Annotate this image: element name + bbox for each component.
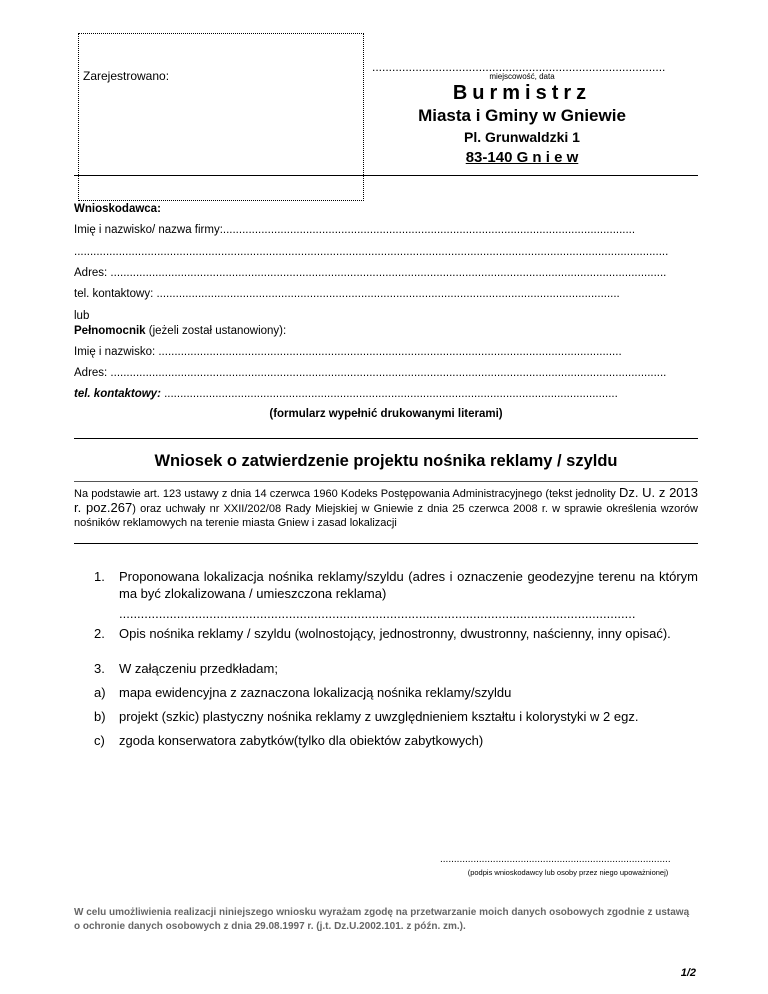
item-text: Opis nośnika reklamy / szyldu (wolnostojący, jednostronny, dwustronny, naścienny, inny opisać). — [119, 626, 671, 641]
fill-instructions: (formularz wypełnić drukowanymi literami) — [269, 408, 503, 420]
item-location-field[interactable] — [94, 605, 698, 622]
legal-basis-ref: Dz. U. z 2013 r. poz.267 — [74, 485, 699, 515]
proxy-phone-dots: .............................................................................................................................................. — [160, 388, 618, 400]
applicant-phone-field[interactable]: tel. kontaktowy: ................................................................................................................................................. — [74, 288, 620, 300]
legal-basis-part1: Na podstawie art. 123 ustawy z dnia 14 czerwca 1960 Kodeks Postępowania Administracyjnego (tekst jednolity — [74, 488, 619, 500]
item-number: 1. — [94, 569, 105, 584]
data-consent-clause: W celu umożliwienia realizacji niniejszego wniosku wyrażam zgodę na przetwarzanie moich danych osobowych zgodnie z ustawą o ochronie danych osobowych z dnia 29.08.1997 r. (j.t. Dz.U.2002.101. z późn. zm.). — [74, 907, 690, 932]
applicant-address-field[interactable]: Adres: .............................................................................................................................................................................. — [74, 267, 667, 279]
addressee-city: 83-140 G n i e w — [465, 149, 579, 166]
or-label: lub — [74, 310, 90, 322]
item-number: 2. — [94, 626, 105, 641]
signature-caption: (podpis wnioskodawcy lub osoby przez niego upoważnionej) — [467, 868, 669, 877]
place-date-caption: miejscowość, data — [489, 72, 555, 81]
item-number: b) — [94, 709, 106, 724]
proxy-heading-bold: Pełnomocnik — [74, 325, 146, 337]
proxy-heading-rest: (jeżeli został ustanowiony): — [145, 325, 287, 337]
applicant-name-field[interactable]: Imię i nazwisko/ nazwa firmy:................................................................................................................................. — [74, 224, 636, 236]
item-text: zgoda konserwatora zabytków(tylko dla obiektów zabytkowych) — [119, 733, 484, 748]
addressee-street: Pl. Grunwaldzki 1 — [464, 129, 580, 145]
proxy-phone-label: tel. kontaktowy: — [74, 388, 161, 400]
item-conservator — [94, 732, 698, 749]
addressee-office: Miasta i Gminy w Gniewie — [418, 106, 626, 125]
item-text: projekt (szkic) plastyczny nośnika reklamy z uwzględnieniem kształtu i kolorystyki w 2 egz. — [119, 709, 639, 724]
title-bottom-divider — [74, 481, 698, 482]
location-dots: ............................................................................................................................................... — [119, 606, 636, 621]
item-number: 3. — [94, 661, 105, 676]
place-date-field[interactable]: ........................................................................................ — [372, 60, 666, 74]
item-attachments — [94, 660, 698, 677]
legal-basis-part2: ) oraz uchwały nr XXII/202/08 Rady Miejskiej w Gniewie z dnia 25 czerwca 2008 r. w sprawie określenia wzorów nośników reklamowych na terenie miasta Gniew i zasad lokalizacji — [74, 503, 698, 529]
proxy-phone-field[interactable] — [74, 388, 698, 400]
item-location — [94, 568, 698, 602]
applicant-name-cont-field[interactable]: .......................................................................................................................................................................................... — [74, 246, 669, 258]
item-number: a) — [94, 685, 106, 700]
proxy-address-field[interactable]: Adres: .............................................................................................................................................................................. — [74, 367, 667, 379]
item-description — [94, 625, 698, 642]
item-text: Proponowana lokalizacja nośnika reklamy/szyldu (adres i oznaczenie geodezyjne terenu na którym ma być zlokalizowana / umieszczona reklama) — [119, 569, 698, 601]
proxy-heading — [74, 325, 698, 337]
title-top-divider — [74, 438, 698, 439]
registration-label: Zarejestrowano: — [83, 69, 170, 83]
legal-basis — [74, 486, 698, 530]
applicant-heading: Wnioskodawca: — [74, 203, 161, 215]
form-title: Wniosek o zatwierdzenie projektu nośnika reklamy / szyldu — [154, 452, 618, 470]
signature-field[interactable]: ................................................................................... — [440, 854, 671, 865]
item-design — [94, 708, 698, 725]
header-divider — [74, 175, 698, 176]
item-number: c) — [94, 733, 105, 748]
page-number: 1/2 — [680, 967, 696, 979]
proxy-name-field[interactable]: Imię i nazwisko: ................................................................................................................................................. — [74, 346, 622, 358]
item-text: W załączeniu przedkładam; — [119, 661, 278, 676]
addressee-title: Burmistrz — [452, 82, 592, 104]
item-text: mapa ewidencyjna z zaznaczona lokalizacją nośnika reklamy/szyldu — [119, 685, 512, 700]
item-map — [94, 684, 698, 701]
legal-divider — [74, 543, 698, 544]
